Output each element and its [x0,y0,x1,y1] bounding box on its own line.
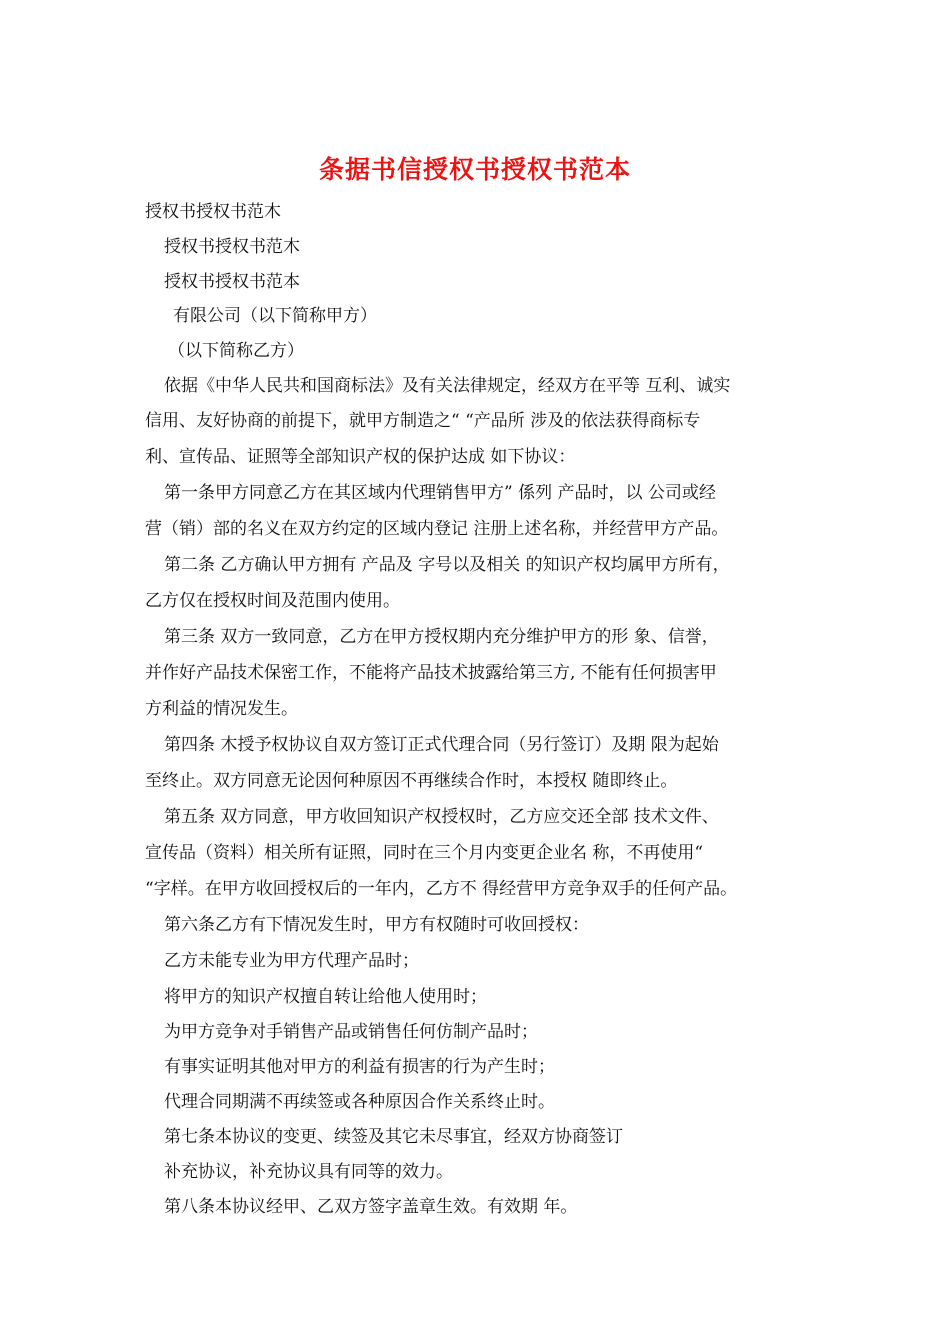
text-line: 为甲方竞争对手销售产品或销售任何仿制产品时； [164,1022,538,1042]
text-line: 方利益的情况发生。 [145,699,298,719]
text-line: （以下简称乙方） [168,341,304,361]
text-line: 利、宣传品、证照等全部知识产权的保护达成 如下协议： [145,447,576,467]
text-line: 并作好产品技术保密工作，不能将产品技术披露给第三方, 不能有任何损害甲 [145,663,717,683]
text-line: 授权书授权书范木 [164,237,300,257]
text-line: 有限公司（以下简称甲方） [173,306,377,326]
text-line: 第六条乙方有下情况发生时，甲方有权随时可收回授权： [164,915,589,935]
text-line: 第三条 双方一致同意，乙方在甲方授权期内充分维护甲方的形 象、信誉， [164,627,719,647]
text-line: “字样。在甲方收回授权后的一年内，乙方不 得经营甲方竞争双手的任何产品。 [145,879,738,899]
text-line: 第八条本协议经甲、乙双方签字盖章生效。有效期 年。 [164,1197,578,1217]
text-line: 宣传品（资料）相关所有证照，同时在三个月内变更企业名 称，不再使用“ [145,843,704,863]
text-line: 信用、友好协商的前提下，就甲方制造之“ “产品所 涉及的依法获得商标专 [145,411,701,431]
text-line: 乙方仅在授权时间及范围内使用。 [145,591,400,611]
text-line: 代理合同期满不再续签或各种原因合作关系终止时。 [164,1092,555,1112]
text-line: 第七条本协议的变更、续签及其它未尽事宜，经双方协商签订 [164,1127,623,1147]
text-line: 有事实证明其他对甲方的利益有损害的行为产生时； [164,1057,555,1077]
text-line: 乙方未能专业为甲方代理产品时； [164,951,419,971]
text-line: 营（销）部的名义在双方约定的区域内登记 注册上述名称，并经营甲方产品。 [145,519,729,539]
text-line: 依据《中华人民共和国商标法》及有关法律规定，经双方在平等 互利、诚实 [164,376,731,396]
text-line: 第二条 乙方确认甲方拥有 产品及 字号以及相关 的知识产权均属甲方所有， [164,555,730,575]
text-line: 第五条 双方同意，甲方收回知识产权授权时，乙方应交还全部 技术文件、 [164,807,719,827]
text-line: 第四条 木授予权协议自双方签订正式代理合同（另行签订）及期 限为起始 [164,735,719,755]
text-line: 授权书授权书范木 [145,202,281,222]
text-line: 将甲方的知识产权擅自转让给他人使用时； [164,987,487,1007]
text-line: 第一条甲方同意乙方在其区域内代理销售甲方” 係列 产品时，以 公司或经 [164,483,716,503]
document-title: 条据书信授权书授权书范本 [318,155,631,184]
text-line: 至终止。双方同意无论因何种原因不再继续合作时，本授权 随即终止。 [145,771,678,791]
text-line: 授权书授权书范本 [164,272,300,292]
text-line: 补充协议，补充协议具有同等的效力。 [164,1162,453,1182]
